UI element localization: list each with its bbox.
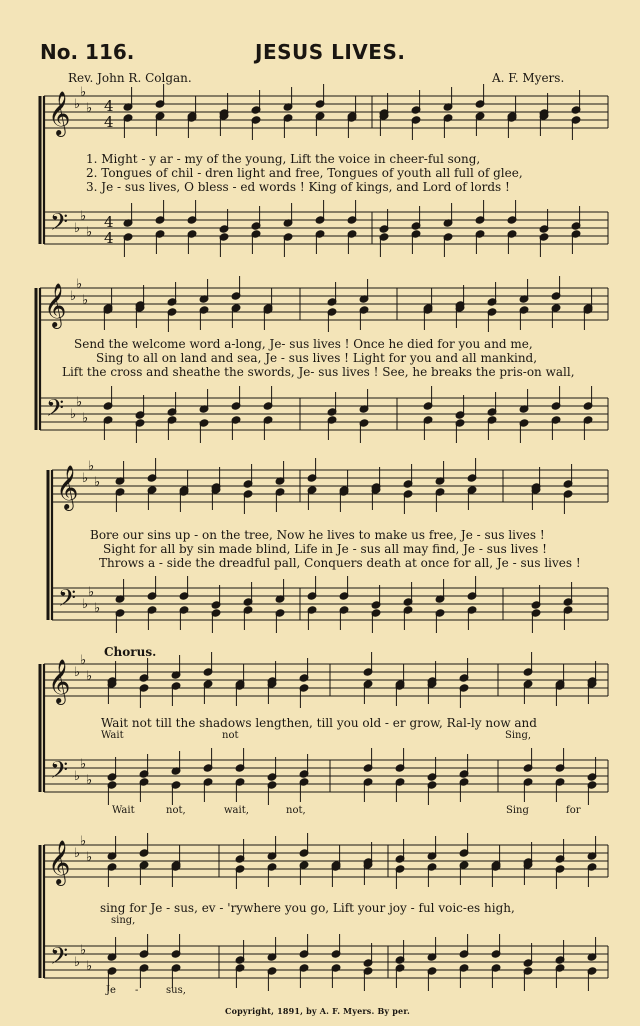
chorus-bass-cue: not	[222, 730, 239, 741]
treble-clef: 𝄞	[48, 840, 71, 884]
verse1-line: Send the welcome word a-long, Je- sus lives ! Once he died for you and me,	[74, 337, 533, 351]
flat-sign: ♭	[80, 85, 87, 100]
chorus-bass-lyric: wait,	[224, 805, 249, 816]
chorus-bass-lyric: -	[135, 985, 139, 996]
chorus-label: Chorus.	[104, 645, 157, 659]
copyright-notice: Copyright, 1891, by A. F. Myers. By per.	[225, 1006, 410, 1016]
time-signature: 4	[104, 113, 114, 131]
flat-sign: ♭	[80, 653, 87, 668]
flat-sign: ♭	[86, 850, 93, 865]
treble-clef: 𝄞	[48, 659, 71, 703]
flat-sign: ♭	[82, 293, 89, 308]
verse3-line: 3. Je - sus lives, O bless - ed words ! King of kings, and Lord of lords !	[86, 180, 510, 194]
chorus-bass-lyric: Je	[106, 985, 116, 996]
chorus-bass-lyric: for	[566, 805, 581, 816]
treble-clef: 𝄞	[44, 283, 67, 327]
chorus-bass-cue: Wait	[101, 730, 124, 741]
composer-credit: A. F. Myers.	[492, 71, 565, 85]
flat-sign: ♭	[80, 209, 87, 224]
flat-sign: ♭	[80, 834, 87, 849]
chorus-bass-lyric: not,	[166, 805, 186, 816]
flat-sign: ♭	[76, 395, 83, 410]
verse2-line: 2. Tongues of chil - dren light and free, Tongues of youth all full of glee,	[86, 166, 523, 180]
flat-sign: ♭	[80, 943, 87, 958]
flat-sign: ♭	[74, 846, 81, 861]
chorus-lyric-line: Wait not till the shadows lengthen, till you old - er grow, Ral-ly now and	[101, 716, 537, 730]
chorus-lyric-line: sing for Je - sus, ev - 'rywhere you go, Lift your joy - ful voic-es high,	[100, 901, 515, 915]
flat-sign: ♭	[88, 459, 95, 474]
flat-sign: ♭	[86, 669, 93, 684]
chorus-bass-cue: Sing,	[505, 730, 532, 741]
verse1-line: Bore our sins up - on the tree, Now he lives to make us free, Je - sus lives !	[90, 528, 545, 542]
flat-sign: ♭	[86, 959, 93, 974]
verse1-line: 1. Might - y ar - my of the young, Lift the voice in cheer-ful song,	[86, 152, 481, 166]
flat-sign: ♭	[94, 475, 101, 490]
chorus-bass-lyric: sus,	[166, 985, 186, 996]
time-signature: 4	[104, 229, 114, 247]
flat-sign: ♭	[70, 407, 77, 422]
chorus-bass-lyric: Wait	[112, 805, 135, 816]
flat-sign: ♭	[88, 585, 95, 600]
bass-clef: 𝄢	[50, 942, 69, 975]
bass-clef: 𝄢	[46, 394, 65, 427]
flat-sign: ♭	[74, 955, 81, 970]
flat-sign: ♭	[82, 411, 89, 426]
flat-sign: ♭	[86, 773, 93, 788]
verse2-line: Sight for all by sin made blind, Life in Je - sus all may find, Je - sus lives !	[103, 542, 547, 556]
flat-sign: ♭	[74, 221, 81, 236]
verse3-line: Throws a - side the dreadful pall, Conquers death at once for all, Je - sus lives !	[99, 556, 581, 570]
flat-sign: ♭	[70, 289, 77, 304]
chorus-bass-cue: sing,	[111, 915, 136, 926]
bass-clef: 𝄢	[50, 208, 69, 241]
flat-sign: ♭	[86, 101, 93, 116]
chorus-bass-lyric: Sing	[506, 805, 529, 816]
flat-sign: ♭	[86, 225, 93, 240]
hymn-title: JESUS LIVES.	[255, 40, 406, 64]
verse2-line: Sing to all on land and sea, Je - sus lives ! Light for you and all mankind,	[96, 351, 538, 365]
verse3-line: Lift the cross and sheathe the swords, Je- sus lives ! See, he breaks the pris-on wall,	[62, 365, 575, 379]
flat-sign: ♭	[74, 769, 81, 784]
flat-sign: ♭	[94, 601, 101, 616]
treble-clef: 𝄞	[48, 91, 71, 135]
time-signature: 4	[104, 213, 114, 231]
bass-clef: 𝄢	[58, 584, 77, 617]
flat-sign: ♭	[82, 597, 89, 612]
flat-sign: ♭	[80, 757, 87, 772]
treble-clef: 𝄞	[56, 465, 79, 509]
hymn-number: No. 116.	[40, 40, 135, 64]
flat-sign: ♭	[74, 665, 81, 680]
bass-clef: 𝄢	[50, 756, 69, 789]
flat-sign: ♭	[76, 277, 83, 292]
chorus-bass-lyric: not,	[286, 805, 306, 816]
author-credit: Rev. John R. Colgan.	[68, 71, 192, 85]
time-signature: 4	[104, 97, 114, 115]
flat-sign: ♭	[82, 471, 89, 486]
flat-sign: ♭	[74, 97, 81, 112]
